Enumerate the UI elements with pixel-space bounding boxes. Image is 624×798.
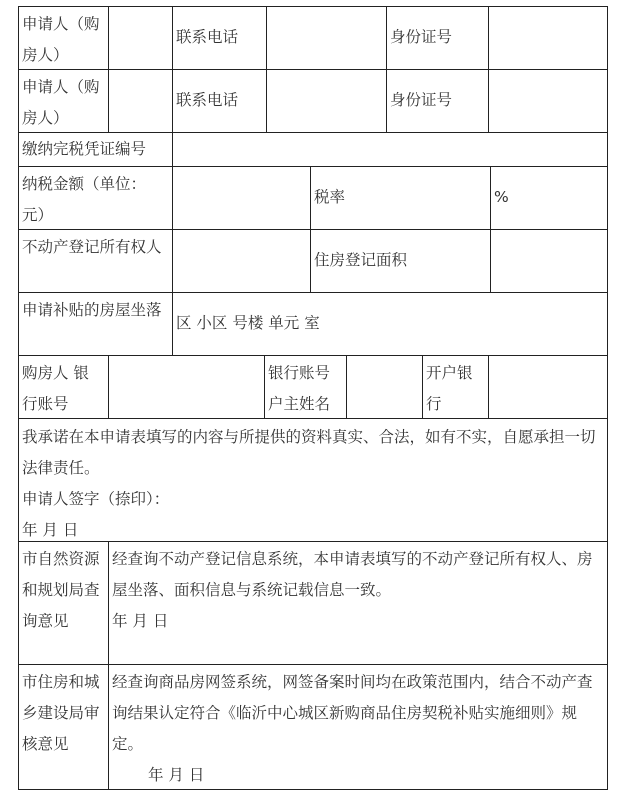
row-divider (18, 355, 608, 356)
opening-bank-value[interactable] (488, 356, 608, 418)
column-divider (310, 166, 311, 292)
house-location-value: 区 小区 号楼 单元 室 (176, 314, 320, 332)
column-divider (108, 6, 109, 132)
column-divider (266, 6, 267, 132)
applicant-promise-block (18, 419, 608, 541)
id-number-value-1[interactable] (488, 7, 608, 69)
housing-bureau-label: 市住房和城乡建设局审核意见 (22, 673, 100, 753)
tax-rate-label: 税率 (314, 188, 346, 206)
column-divider (264, 355, 265, 418)
applicant-signature-label: 申请人签字（捺印）： (22, 490, 170, 508)
applicant-label-1: 申请人（购房人） (22, 15, 100, 64)
tax-receipt-number-label: 缴纳完税凭证编号 (22, 140, 147, 158)
natural-resources-opinion-date: 年 月 日 (112, 612, 169, 630)
column-divider (346, 355, 347, 418)
property-owner-value[interactable] (172, 230, 310, 292)
tax-receipt-number-value[interactable] (172, 133, 608, 166)
housing-bureau-opinion (108, 665, 608, 789)
account-holder-name-label: 银行账号户主姓名 (268, 364, 331, 413)
column-divider (490, 166, 491, 292)
natural-resources-opinion (108, 542, 608, 664)
left-border (18, 6, 19, 790)
column-divider (386, 6, 387, 132)
id-number-label-1: 身份证号 (390, 28, 453, 46)
phone-label-2: 联系电话 (176, 91, 239, 109)
applicant-value-1[interactable] (108, 7, 172, 69)
row-divider (18, 166, 608, 167)
promise-text: 我承诺在本申请表填写的内容与所提供的资料真实、合法，如有不实，自愿承担一切法律责任。 (22, 428, 596, 477)
column-divider (488, 6, 489, 132)
natural-resources-bureau-label: 市自然资源和规划局查询意见 (22, 550, 100, 630)
tax-amount-value[interactable] (172, 167, 310, 229)
bottom-border (18, 789, 608, 790)
column-divider (422, 355, 423, 418)
property-owner-label: 不动产登记所有权人 (22, 238, 162, 256)
column-divider (488, 355, 489, 418)
tax-amount-label: 纳税金额（单位：元） (22, 175, 147, 224)
right-border (607, 6, 608, 790)
percent-sign: % (494, 188, 509, 206)
column-divider (108, 541, 109, 789)
column-divider (172, 132, 173, 355)
phone-value-1[interactable] (266, 7, 386, 69)
housing-area-label: 住房登记面积 (314, 251, 408, 269)
housing-bureau-opinion-date: 年 月 日 (148, 766, 205, 784)
applicant-sign-date: 年 月 日 (22, 521, 79, 539)
buyer-bank-account-label: 购房人 银行账号 (22, 364, 89, 413)
housing-area-value[interactable] (490, 230, 608, 292)
natural-resources-opinion-text: 经查询不动产登记信息系统，本申请表填写的不动产登记所有权人、房屋坐落、面积信息与系统记载信息一致。 (112, 550, 593, 599)
row-divider (18, 418, 608, 419)
column-divider (172, 6, 173, 132)
id-number-label-2: 身份证号 (390, 91, 453, 109)
phone-label-1: 联系电话 (176, 28, 239, 46)
phone-value-2[interactable] (266, 70, 386, 132)
row-divider (18, 69, 608, 70)
row-divider (18, 664, 608, 665)
applicant-value-2[interactable] (108, 70, 172, 132)
opening-bank-label: 开户银行 (426, 364, 473, 413)
column-divider (108, 355, 109, 418)
house-location-label: 申请补贴的房屋坐落 (22, 301, 162, 319)
buyer-bank-account-value[interactable] (108, 356, 264, 418)
row-divider (18, 132, 608, 133)
row-divider (18, 292, 608, 293)
applicant-label-2: 申请人（购房人） (22, 78, 100, 127)
housing-bureau-opinion-text: 经查询商品房网签系统，网签备案时间均在政策范围内，结合不动产查询结果认定符合《临沂中心城区新购商品住房契税补贴实施细则》规定。 (112, 673, 593, 753)
row-divider (18, 229, 608, 230)
account-holder-name-value[interactable] (346, 356, 422, 418)
id-number-value-2[interactable] (488, 70, 608, 132)
row-divider (18, 541, 608, 542)
